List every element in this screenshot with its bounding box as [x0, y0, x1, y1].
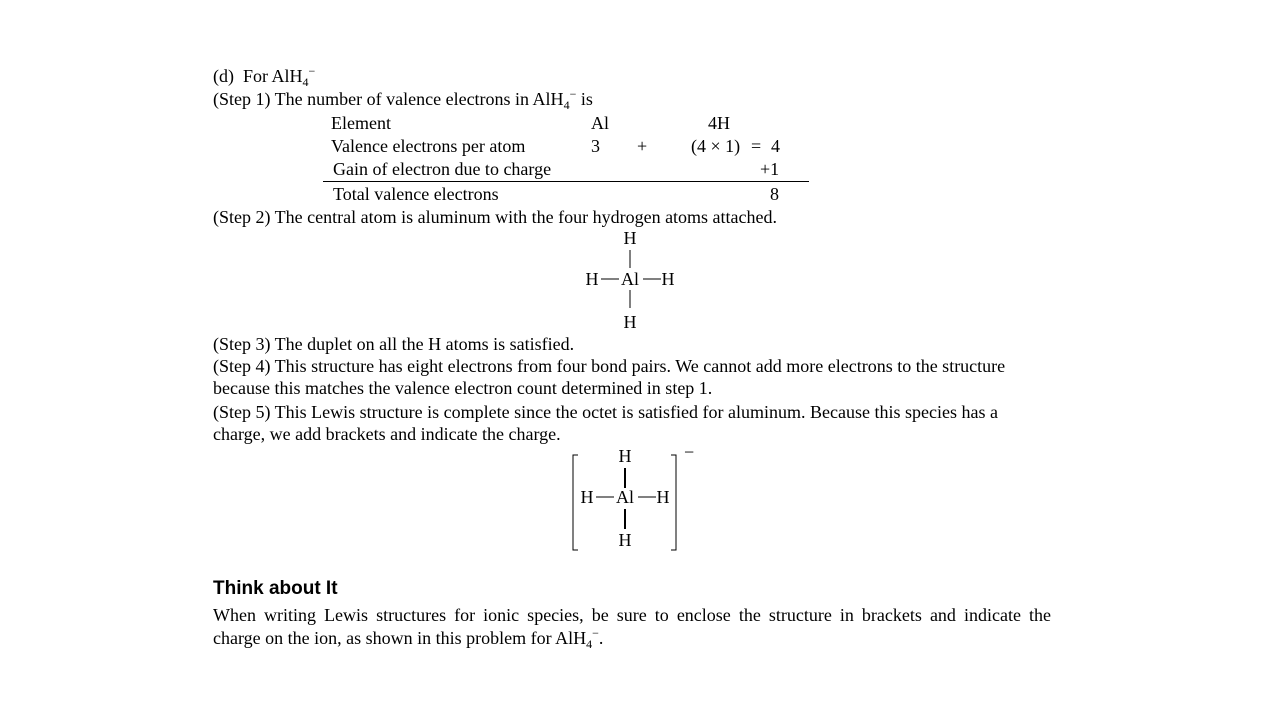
- row-element-label: Element: [331, 113, 391, 133]
- think-line2-sub: 4: [586, 637, 593, 651]
- struct2-center-al: Al: [616, 487, 634, 507]
- row-gain-label: Gain of electron due to charge: [333, 159, 552, 179]
- step1-sup: −: [569, 87, 577, 101]
- struct2-bottom-h: H: [618, 530, 632, 550]
- row-element-al: Al: [591, 113, 609, 133]
- step5-line2: charge, we add brackets and indicate the charge.: [213, 424, 561, 444]
- step1-tail: is: [576, 89, 593, 109]
- part-label: (d): [213, 66, 234, 86]
- part-sup: −: [308, 64, 316, 78]
- think-line1: When writing Lewis structures for ionic species, be sure to enclose the structure in brackets and indicate the: [213, 605, 1051, 625]
- step1-main: (Step 1) The number of valence electrons in AlH: [213, 89, 564, 109]
- think-line2-text: charge on the ion, as shown in this problem for AlH: [213, 628, 587, 648]
- struct1-left-h: H: [585, 269, 599, 289]
- think-line2: [213, 627, 603, 651]
- row-valence-eq: =: [751, 136, 762, 156]
- part-sub: 4: [302, 75, 309, 89]
- think-line2-sup: −: [592, 626, 599, 640]
- part-text: For AlH: [243, 66, 303, 86]
- row-gain-value: +1: [760, 159, 780, 179]
- row-valence-label: Valence electrons per atom: [331, 136, 526, 156]
- step5-line1: (Step 5) This Lewis structure is complete since the octet is satisfied for aluminum. Because this species has a: [213, 402, 998, 422]
- think-heading: Think about It: [213, 578, 338, 599]
- ion-charge: −: [684, 442, 695, 462]
- row-valence-total: 4: [771, 136, 780, 156]
- row-element-h: 4H: [708, 113, 730, 133]
- row-valence-al: 3: [591, 136, 600, 156]
- struct1-right-h: H: [661, 269, 675, 289]
- right-bracket: [671, 455, 676, 550]
- row-total-value: 8: [770, 184, 779, 204]
- step1-sub: 4: [563, 98, 570, 112]
- row-total-label: Total valence electrons: [333, 184, 499, 204]
- struct2-left-h: H: [580, 487, 594, 507]
- row-valence-h: (4 × 1): [691, 136, 741, 156]
- think-line2-end: .: [598, 628, 604, 648]
- step4-line1: (Step 4) This structure has eight electrons from four bond pairs. We cannot add more electrons to the structure: [213, 356, 1006, 376]
- struct1-center-al: Al: [621, 269, 639, 289]
- struct1-bottom-h: H: [623, 312, 637, 332]
- struct2-right-h: H: [656, 487, 670, 507]
- left-bracket: [573, 455, 578, 550]
- struct2-top-h: H: [618, 446, 632, 466]
- step4-line2: because this matches the valence electron count determined in step 1.: [213, 378, 713, 398]
- struct1-top-h: H: [623, 228, 637, 248]
- row-valence-plus: +: [637, 136, 648, 156]
- step2-text: (Step 2) The central atom is aluminum with the four hydrogen atoms attached.: [213, 207, 778, 227]
- step3-text: (Step 3) The duplet on all the H atoms is satisfied.: [213, 334, 575, 354]
